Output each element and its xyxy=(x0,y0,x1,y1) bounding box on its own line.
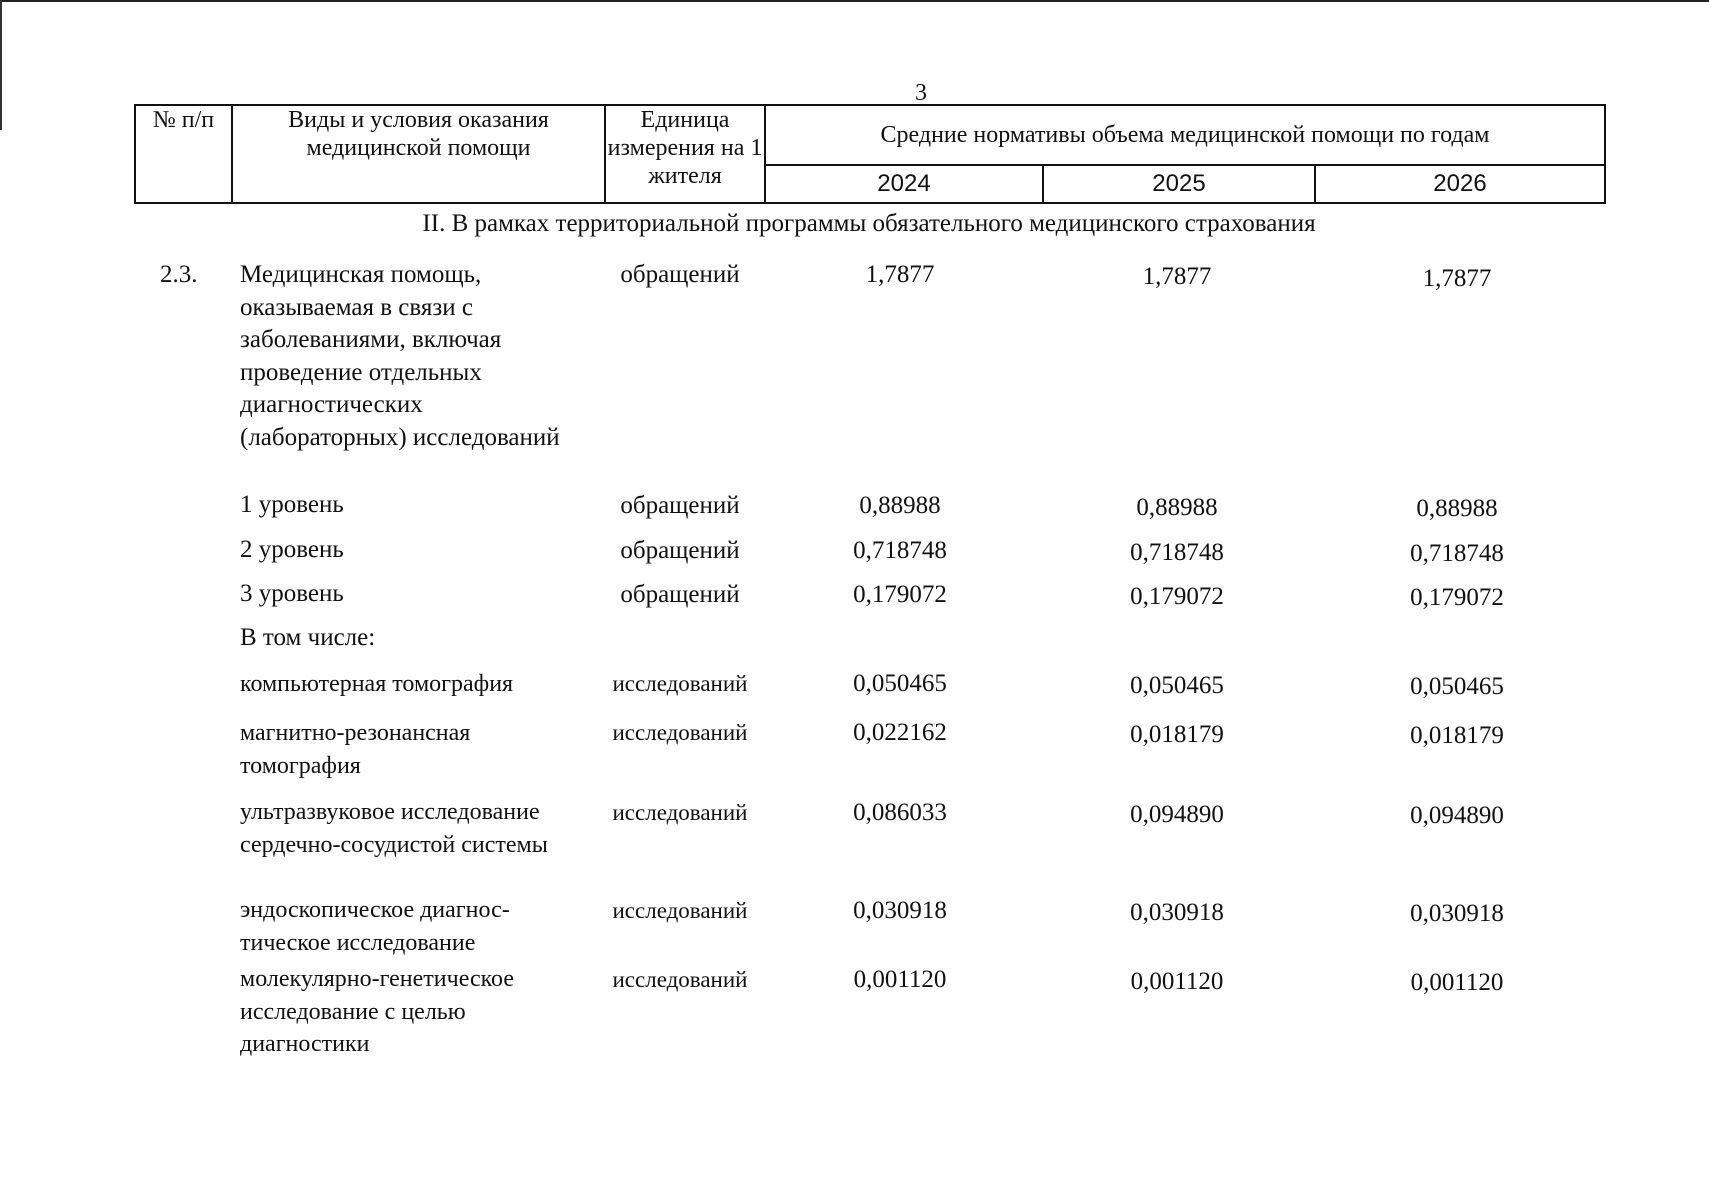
row-name: 2 уровень xyxy=(240,536,344,563)
row-value-2024: 0,030918 xyxy=(853,897,947,924)
header-year-2026: 2026 xyxy=(1315,165,1605,203)
header-year-2025: 2025 xyxy=(1043,165,1315,203)
table-header xyxy=(134,104,1606,204)
row-number: 2.3. xyxy=(160,261,198,288)
row-name: Медицинская помощь, оказываемая в связи с заболеваниями, включая проведение отдельных диагностических (лабораторных) исследований xyxy=(240,261,560,451)
header-col-kind: Виды и условия оказания медицинской помощи xyxy=(232,105,605,203)
row-value-2025: 0,050465 xyxy=(1130,672,1224,699)
row-value-2024: 0,88988 xyxy=(859,492,941,519)
header-col-number: № п/п xyxy=(135,105,232,203)
row-unit: обращений xyxy=(620,537,740,564)
row-unit: исследований xyxy=(612,967,748,992)
row-value-2026: 0,050465 xyxy=(1410,673,1504,700)
row-name: компьютерная томография xyxy=(240,671,514,697)
row-value-2024: 0,022162 xyxy=(853,719,947,746)
row-unit: обращений xyxy=(620,261,740,288)
row-unit: исследований xyxy=(612,800,748,825)
row-value-2025: 0,094890 xyxy=(1130,801,1224,828)
row-value-2026: 0,030918 xyxy=(1410,900,1504,927)
row-value-2026: 1,7877 xyxy=(1422,265,1492,292)
row-value-2026: 0,179072 xyxy=(1410,584,1504,611)
row-value-2024: 0,086033 xyxy=(853,799,947,826)
header-year-2024: 2024 xyxy=(765,165,1043,203)
section-title: II. В рамках территориальной программы обязательного медицинского страхования xyxy=(422,210,1316,237)
scan-edge-left xyxy=(0,0,2,130)
row-unit: обращений xyxy=(620,581,740,608)
row-name: магнитно-резонансная томография xyxy=(240,720,471,779)
row-unit: обращений xyxy=(620,492,740,519)
row-name: 3 уровень xyxy=(240,580,344,607)
row-value-2025: 0,179072 xyxy=(1130,583,1224,610)
page-number: 3 xyxy=(915,80,927,106)
row-name: В том числе: xyxy=(240,624,376,651)
row-value-2025: 0,88988 xyxy=(1136,494,1218,521)
row-value-2026: 0,094890 xyxy=(1410,802,1504,829)
scan-edge-top xyxy=(0,0,1709,2)
row-value-2024: 0,050465 xyxy=(853,670,947,697)
row-value-2025: 0,001120 xyxy=(1130,968,1224,995)
row-value-2026: 0,001120 xyxy=(1410,969,1504,996)
row-name: эндоскопическое диагнос-тическое исследование xyxy=(240,897,510,956)
row-value-2025: 1,7877 xyxy=(1142,263,1212,290)
row-value-2026: 0,88988 xyxy=(1416,495,1498,522)
row-unit: исследований xyxy=(612,720,748,745)
row-name: молекулярно-генетическое исследование с целью диагностики xyxy=(240,966,514,1057)
row-value-2025: 0,018179 xyxy=(1130,721,1224,748)
row-value-2025: 0,718748 xyxy=(1130,539,1224,566)
row-unit: исследований xyxy=(612,898,748,923)
header-col-norms: Средние нормативы объема медицинской помощи по годам xyxy=(765,105,1605,165)
row-value-2025: 0,030918 xyxy=(1130,899,1224,926)
row-name: ультразвуковое исследование сердечно-сосудистой системы xyxy=(240,799,548,858)
row-value-2024: 1,7877 xyxy=(865,261,935,288)
header-col-unit: Единица измерения на 1 жителя xyxy=(605,105,765,203)
row-name: 1 уровень xyxy=(240,491,344,518)
row-value-2024: 0,718748 xyxy=(853,537,947,564)
row-value-2024: 0,179072 xyxy=(853,581,947,608)
row-value-2024: 0,001120 xyxy=(853,966,947,993)
row-value-2026: 0,018179 xyxy=(1410,722,1504,749)
row-value-2026: 0,718748 xyxy=(1410,540,1504,567)
row-unit: исследований xyxy=(612,671,748,696)
